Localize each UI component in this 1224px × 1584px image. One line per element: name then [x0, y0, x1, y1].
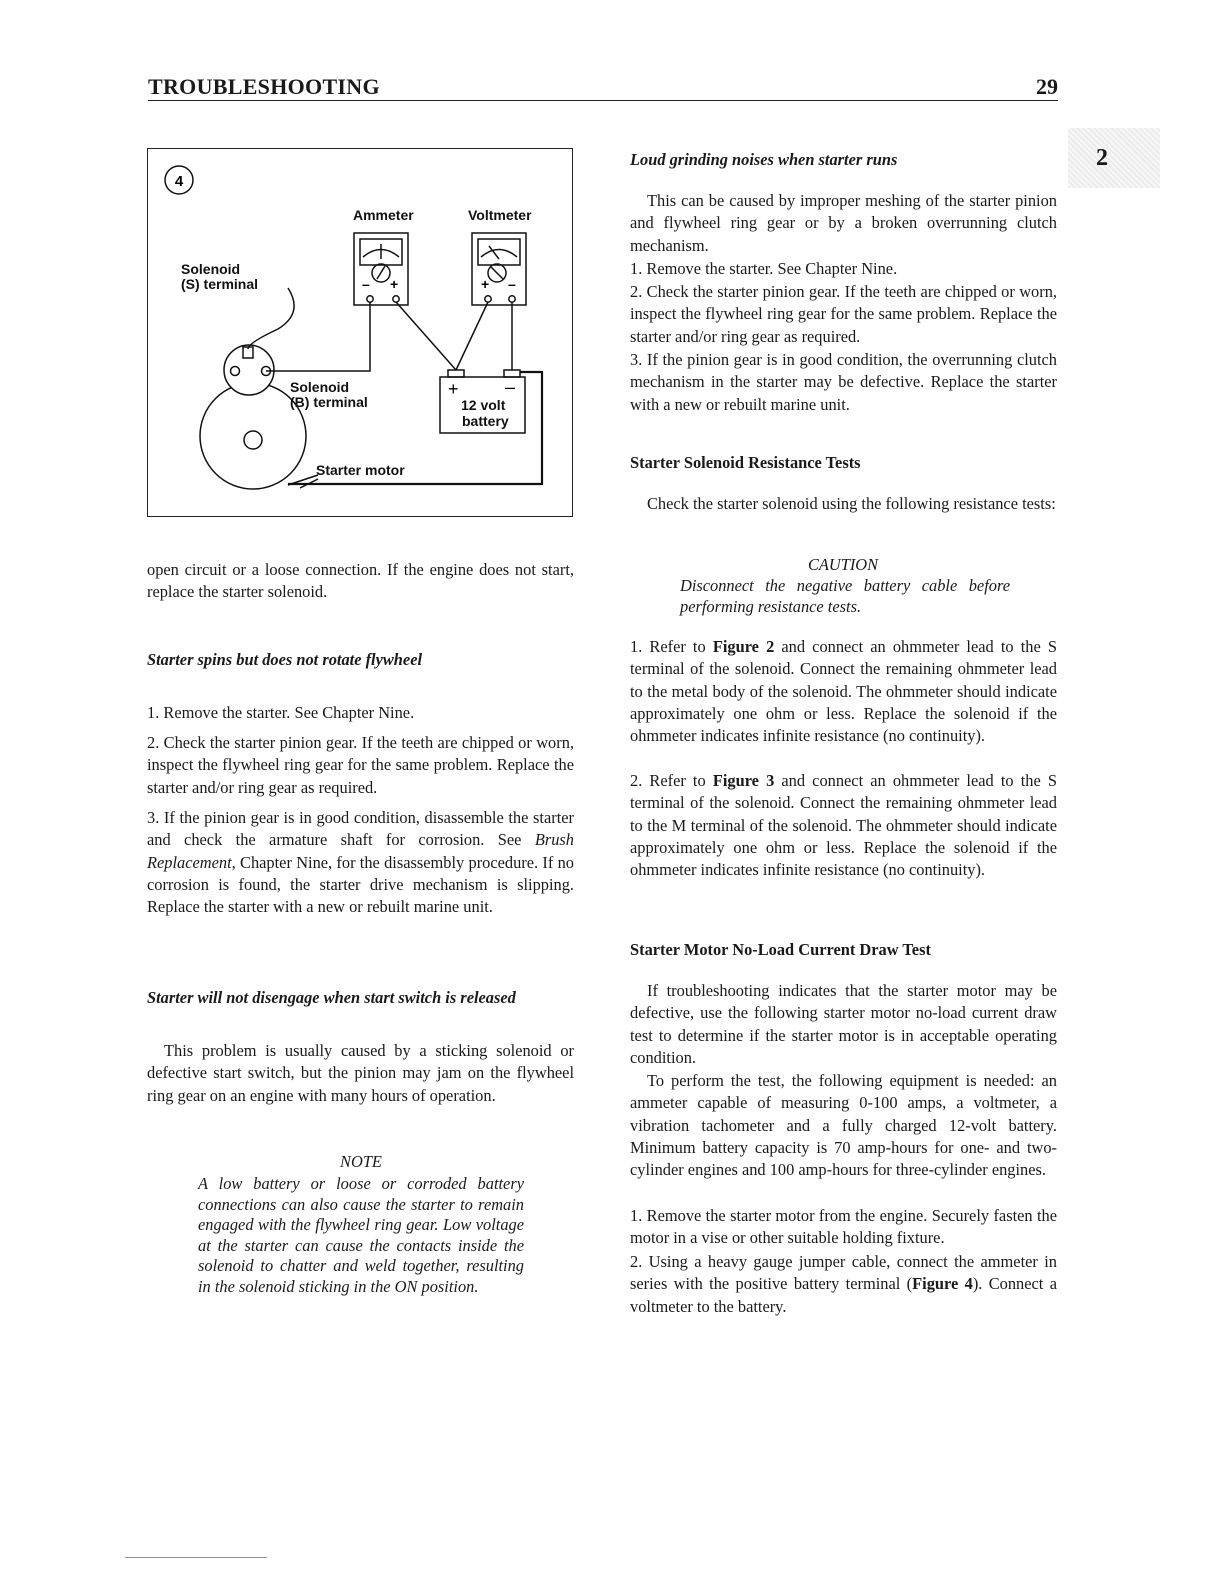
r2-text-a: 2. Refer to: [630, 771, 713, 790]
note-text: A low battery or loose or corroded battery connections can also cause the starter to remain engaged with the flywheel ring gear. Low voltage at the starter can cause the contacts inside the solenoid to chatter and weld together, resulting in the solenoid sticking in the ON position.: [198, 1174, 524, 1296]
right-step-remove-starter: 1. Remove the starter. See Chapter Nine.: [630, 259, 898, 278]
figure-number: 4: [174, 173, 184, 190]
t2-text-a: 2. Using a heavy gauge jumper cable, connect the ammeter in series with the positive battery terminal (: [630, 1252, 1057, 1294]
battery-post-positive: [448, 370, 464, 377]
wire-voltmeter-to-battery-pos: [456, 302, 488, 370]
heading-starter-spins: Starter spins but does not rotate flywheel: [147, 650, 423, 669]
r1-text-b: and connect an ohmmeter lead to the S terminal of the solenoid. Connect the remaining ohmmeter lead to the metal body of the solenoid. The ohmmeter should indicate approximately one ohm or less. Replace the solenoid if the ohmmeter indicates infinite resistance (no continuity).: [630, 637, 1057, 746]
solenoid-s-label-2: (S) terminal: [181, 276, 259, 292]
resistance-test-2: [630, 770, 1057, 881]
page-number: 29: [1036, 74, 1058, 99]
t2-text-b: ). Connect a voltmeter to the battery.: [630, 1274, 1057, 1316]
voltmeter-body: [472, 233, 526, 305]
test-step-connect-ammeter: [630, 1251, 1057, 1318]
heading-will-not-disengage: Starter will not disengage when start switch is released: [147, 988, 516, 1007]
step3-text-b: , Chapter Nine, for the disassembly procedure. If no corrosion is found, the starter drive mechanism is slipping. Replace the starter with a new or rebuilt marine unit.: [147, 852, 574, 917]
right-step-check-pinion: 2. Check the starter pinion gear. If the teeth are chipped or worn, inspect the flywheel ring gear for the same problem. Replace the starter and/or ring gear as required.: [630, 282, 1057, 346]
voltmeter-face: [478, 239, 520, 265]
solenoid-s-label-1: Solenoid: [181, 261, 241, 277]
resistance-test-1: [630, 636, 1057, 747]
battery-minus: –: [505, 377, 516, 397]
heading-no-load-current-draw: Starter Motor No-Load Current Draw Test: [630, 940, 931, 959]
paragraph-open-circuit: open circuit or a loose connection. If the engine does not start, replace the starter solenoid.: [147, 560, 574, 602]
paragraph-improper-meshing: This can be caused by improper meshing of the starter pinion and flywheel ring gear or by a broken overrunning clutch mechanism.: [630, 191, 1057, 255]
solenoid-b-label-1: Solenoid: [290, 379, 350, 395]
solenoid-b-label-2: (B) terminal: [290, 394, 368, 410]
paragraph-equipment-needed: To perform the test, the following equipment is needed: an ammeter capable of measuring 0-100 amps, a voltmeter, a vibration tachometer and a fully charged 12-volt battery. Minimum battery capacity is 70 amp-hours for one- and two-cylinder engines and 100 amp-hours for three-cylinder engines.: [630, 1071, 1057, 1180]
step3-text-a: 3. If the pinion gear is in good condition, disassemble the starter and check the armature shaft for corrosion. See: [147, 808, 574, 850]
voltmeter-minus: –: [508, 276, 516, 292]
step-remove-starter: 1. Remove the starter. See Chapter Nine.: [147, 703, 415, 722]
starter-motor-shaft: [244, 431, 262, 449]
test-step-remove-motor: 1. Remove the starter motor from the engine. Securely fasten the motor in a vise or other suitable holding fixture.: [630, 1206, 1057, 1248]
chapter-thumb-tab: 2: [1068, 128, 1160, 188]
running-header-title: TROUBLESHOOTING: [148, 74, 380, 99]
battery-label-2: battery: [462, 413, 509, 429]
heading-loud-grinding: Loud grinding noises when starter runs: [630, 150, 898, 169]
figure-4-wiring-diagram: [147, 148, 573, 517]
caution-text: Disconnect the negative battery cable before performing resistance tests.: [680, 576, 1010, 616]
step-check-pinion: 2. Check the starter pinion gear. If the teeth are chipped or worn, inspect the flywheel ring gear for the same problem. Replace the starter and/or ring gear as required.: [147, 733, 574, 797]
paragraph-check-solenoid: Check the starter solenoid using the following resistance tests:: [647, 494, 1056, 513]
heading-solenoid-resistance-tests: Starter Solenoid Resistance Tests: [630, 453, 861, 472]
ammeter-body: [354, 233, 408, 305]
voltmeter-plus: +: [481, 276, 490, 292]
r2-text-b: and connect an ohmmeter lead to the S terminal of the solenoid. Connect the remaining ohmmeter lead to the M terminal of the solenoid. The ohmmeter should indicate approximately one ohm or less. Replace the solenoid if the ohmmeter indicates infinite resistance (no continuity).: [630, 771, 1057, 880]
footer-rule: [125, 1557, 267, 1558]
battery-post-negative: [504, 370, 520, 377]
ammeter-label: Ammeter: [353, 207, 414, 223]
t2-figure-ref: Figure 4: [912, 1274, 973, 1294]
r1-text-a: 1. Refer to: [630, 637, 713, 656]
note-title: NOTE: [340, 1152, 382, 1171]
header-rule: [148, 100, 1058, 101]
battery-label-1: 12 volt: [461, 397, 506, 413]
step-disassemble-starter: [147, 807, 574, 918]
wire-ammeter-to-battery: [396, 302, 456, 370]
wire-solenoid-to-ammeter: [266, 302, 370, 371]
battery-plus: +: [448, 379, 459, 399]
right-step-overrunning-clutch: 3. If the pinion gear is in good condition, the overrunning clutch mechanism in the starter may be defective. Replace the starter with a new or rebuilt marine unit.: [630, 350, 1057, 414]
r1-figure-ref: Figure 2: [712, 637, 775, 656]
ammeter-minus: –: [362, 276, 370, 292]
starter-motor-label: Starter motor: [316, 462, 405, 478]
leader-s-terminal: [248, 288, 294, 349]
caution-title: CAUTION: [807, 555, 879, 574]
paragraph-no-load-intro: If troubleshooting indicates that the starter motor may be defective, use the following starter motor no-load current draw test to determine if the starter motor is in acceptable operating condition.: [630, 981, 1057, 1067]
ammeter-plus: +: [390, 276, 399, 292]
voltmeter-label: Voltmeter: [468, 207, 532, 223]
r2-figure-ref: Figure 3: [712, 771, 775, 790]
paragraph-sticking-solenoid: This problem is usually caused by a sticking solenoid or defective start switch, but the pinion may jam on the flywheel ring gear on an engine with many hours of operation.: [147, 1041, 574, 1105]
step3-ref-brush-replacement: Brush Replacement: [147, 830, 574, 872]
